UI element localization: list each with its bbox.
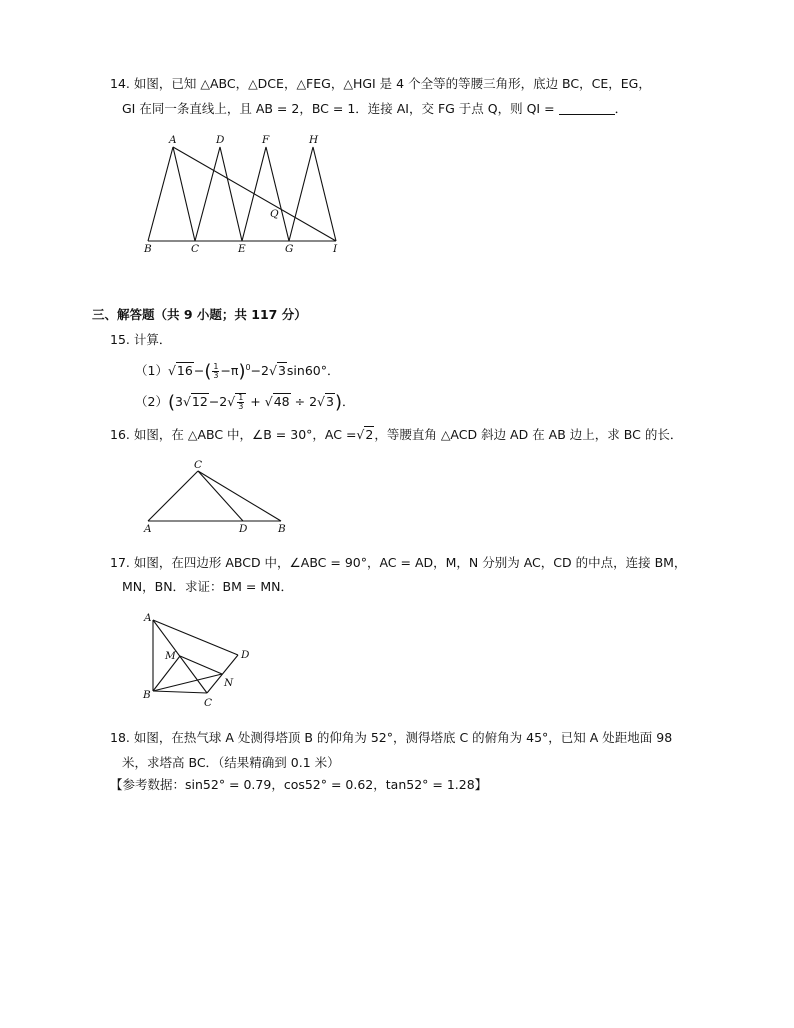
q15-part1-pi: −π bbox=[220, 363, 239, 379]
q15-title: 15. 计算． bbox=[110, 332, 172, 347]
q16-text-b: ，等腰直角 △ACD 斜边 AD 在 AB 边上，求 BC 的长． bbox=[374, 427, 683, 442]
q15-part2-num: 1 bbox=[238, 393, 244, 402]
q17-figure bbox=[140, 608, 265, 713]
q16-label-a: A bbox=[144, 523, 152, 535]
q14-label-d: D bbox=[216, 134, 225, 146]
q14-label-e: E bbox=[238, 243, 246, 255]
q16-segment-ac bbox=[148, 471, 198, 521]
q14-triangle-dce bbox=[195, 147, 242, 241]
q14-label-h: H bbox=[309, 134, 319, 146]
q14-line2-end: ． bbox=[614, 101, 628, 116]
q15-part1-sqrt3: 3 bbox=[277, 363, 286, 379]
q14-triangle-feg bbox=[242, 147, 289, 241]
q16-label-b: B bbox=[278, 523, 286, 535]
q15-part2-end: ． bbox=[341, 394, 355, 409]
q14-label-b: B bbox=[144, 243, 152, 255]
q15-part2-sqrt48: 48 bbox=[273, 394, 290, 409]
q14-line2-text: GI 在同一条直线上，且 AB = 2，BC = 1．连接 AI，交 FG 于点 Q，则 QI = bbox=[122, 101, 555, 116]
q14-triangle-abc bbox=[148, 147, 195, 241]
q15-part2-sqrt3: 3 bbox=[326, 394, 334, 409]
q17-label-b: B bbox=[143, 689, 151, 701]
q17-label-c: C bbox=[204, 697, 213, 709]
q14-label-g: G bbox=[285, 243, 294, 255]
q15-part1-label: （1） bbox=[135, 363, 168, 379]
q14-line2 bbox=[122, 100, 627, 118]
q14-label-c: C bbox=[191, 243, 200, 255]
q18-reference-data: 【参考数据：sin52° = 0.79，cos52° = 0.62，tan52° = 1.28】 bbox=[110, 777, 488, 792]
q14-label-i: I bbox=[333, 243, 338, 255]
q17-label-m: M bbox=[165, 650, 176, 662]
q17-line1: 17. 如图，在四边形 ABCD 中，∠ABC = 90°，AC = AD，M，N 分别为 AC，CD 的中点，连接 BM， bbox=[110, 555, 687, 570]
q16-label-d: D bbox=[239, 523, 248, 535]
q15-part1-sin: sin60°． bbox=[286, 363, 340, 379]
q16-segment-cb bbox=[198, 471, 281, 521]
q14-label-f: F bbox=[262, 134, 270, 146]
q15-part1-den: 3 bbox=[213, 371, 219, 381]
q14-figure bbox=[140, 130, 350, 255]
q15-part2: （2）(3√12−2√ $\frac{1}{3}$ + √48 ÷ 2√3)． bbox=[135, 392, 355, 413]
q15-part1-minus: − bbox=[193, 363, 205, 379]
q15-part1-sqrt16: 16 bbox=[176, 363, 193, 379]
q16-label-c: C bbox=[194, 459, 203, 471]
q14-label-q: Q bbox=[270, 208, 279, 220]
q17-segment-bc bbox=[153, 691, 207, 693]
q16-sqrt2: 2 bbox=[365, 427, 374, 442]
q17-segment-bn bbox=[153, 674, 222, 691]
q14-line1: 14. 如图，已知 △ABC，△DCE，△FEG，△HGI 是 4 个全等的等腰三角形，底边 BC，CE，EG， bbox=[110, 76, 651, 91]
q17-label-n: N bbox=[224, 677, 234, 689]
answer-blank[interactable] bbox=[559, 102, 615, 115]
q15-part2-div: ÷ 2 bbox=[294, 394, 318, 409]
q18-line1: 18. 如图，在热气球 A 处测得塔顶 B 的仰角为 52°，测得塔底 C 的俯角为 45°，已知 A 处距地面 98 bbox=[110, 730, 673, 745]
q17-label-a: A bbox=[144, 612, 152, 624]
q16-text: 16. 如图，在 △ABC 中，∠B = 30°，AC =√2，等腰直角 △ACD 斜边 AD 在 AB 边上，求 BC 的长． bbox=[110, 427, 683, 442]
q18-line2: 米，求塔高 BC．（结果精确到 0.1 米） bbox=[122, 755, 340, 770]
q14-segment-ai bbox=[173, 147, 336, 241]
section-3-heading: 三、解答题（共 9 小题；共 117 分） bbox=[92, 307, 307, 322]
q15-part2-den: 3 bbox=[238, 402, 244, 411]
q15-part1-num: 1 bbox=[213, 362, 219, 372]
q15-part2-label: （2） bbox=[135, 394, 168, 409]
q17-line2: MN，BN．求证：BM = MN． bbox=[122, 579, 293, 594]
q15-part1-coef: −2 bbox=[250, 363, 269, 379]
q15-part1-fraction bbox=[212, 363, 219, 380]
q14-label-a: A bbox=[169, 134, 177, 146]
q15-part2-coef1: 3 bbox=[174, 394, 183, 409]
q15-part2-fraction bbox=[237, 394, 244, 411]
q15-part1: （1）√16−( $\frac{1}{3}$ −π)$^0$−2√3sin60°． bbox=[135, 361, 340, 383]
q16-figure bbox=[140, 458, 300, 536]
q15-part2-plus: + bbox=[250, 394, 261, 409]
q15-part1-exponent: 0 bbox=[245, 363, 251, 372]
q16-segment-cd bbox=[198, 471, 243, 521]
q17-segment-cd bbox=[207, 655, 238, 693]
q17-label-d: D bbox=[241, 649, 250, 661]
q15-part2-sqrt12: 12 bbox=[191, 394, 208, 409]
q15-part2-coef2: −2 bbox=[208, 394, 228, 409]
q16-text-a: 16. 如图，在 △ABC 中，∠B = 30°，AC = bbox=[110, 427, 357, 442]
